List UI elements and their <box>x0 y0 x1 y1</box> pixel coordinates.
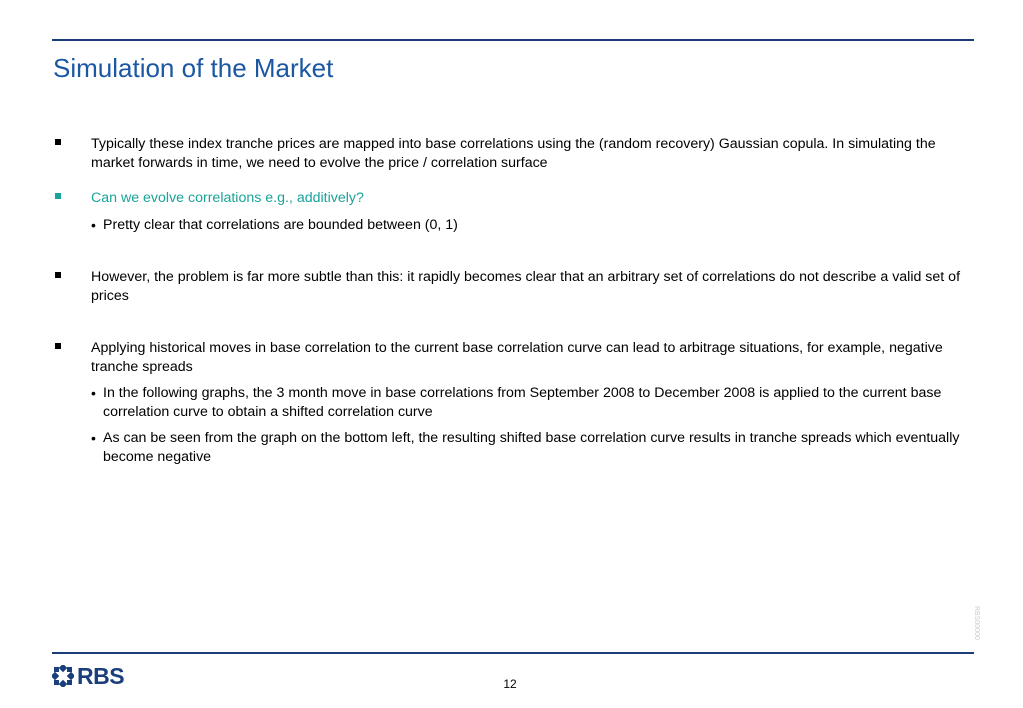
bullet-item <box>55 339 975 376</box>
rbs-daisy-logo-icon <box>52 665 74 687</box>
top-rule <box>52 39 974 41</box>
square-bullet-icon <box>55 139 61 145</box>
rbs-logo <box>52 664 124 688</box>
sub-bullet-text: Pretty clear that correlations are bounded between (0, 1) <box>103 216 458 233</box>
logo-text: RBS <box>77 663 125 689</box>
document-code: RBS00000 <box>973 606 980 640</box>
square-bullet-icon <box>55 193 61 199</box>
bullet-text: However, the problem is far more subtle than this: it rapidly becomes clear that an arbitrary set of correlations do not describe a valid set of prices <box>91 269 961 304</box>
bullet-item <box>55 135 975 172</box>
round-bullet-icon: • <box>91 430 96 446</box>
bullet-text: Can we evolve correlations e.g., additively? <box>91 190 364 206</box>
sub-bullet-text: As can be seen from the graph on the bottom left, the resulting shifted base correlation curve results in tranche spreads which eventually become negative <box>103 430 960 465</box>
round-bullet-icon: • <box>91 216 96 233</box>
sub-bullet-item <box>55 216 975 235</box>
sub-bullet-item <box>55 384 975 421</box>
bullet-item <box>55 268 975 305</box>
bullet-item <box>55 189 975 208</box>
slide-content <box>55 135 975 466</box>
square-bullet-icon <box>55 343 61 349</box>
sub-bullet-text: In the following graphs, the 3 month move in base correlations from September 2008 to December 2008 is applied to the current base correlation curve to obtain a shifted correlation curve <box>103 385 942 420</box>
bullet-text: Typically these index tranche prices are mapped into base correlations using the (random recovery) Gaussian copula. In simulating the market forwards in time, we need to evolve the price / correlation surface <box>91 136 936 171</box>
square-bullet-icon <box>55 272 61 278</box>
bottom-rule <box>52 652 974 654</box>
sub-bullet-item <box>55 429 975 466</box>
round-bullet-icon: • <box>91 385 96 401</box>
bullet-text: Applying historical moves in base correlation to the current base correlation curve can lead to arbitrage situations, for example, negative tranche spreads <box>91 340 943 375</box>
slide-title: Simulation of the Market <box>53 53 334 83</box>
page-number: 12 <box>503 677 517 691</box>
